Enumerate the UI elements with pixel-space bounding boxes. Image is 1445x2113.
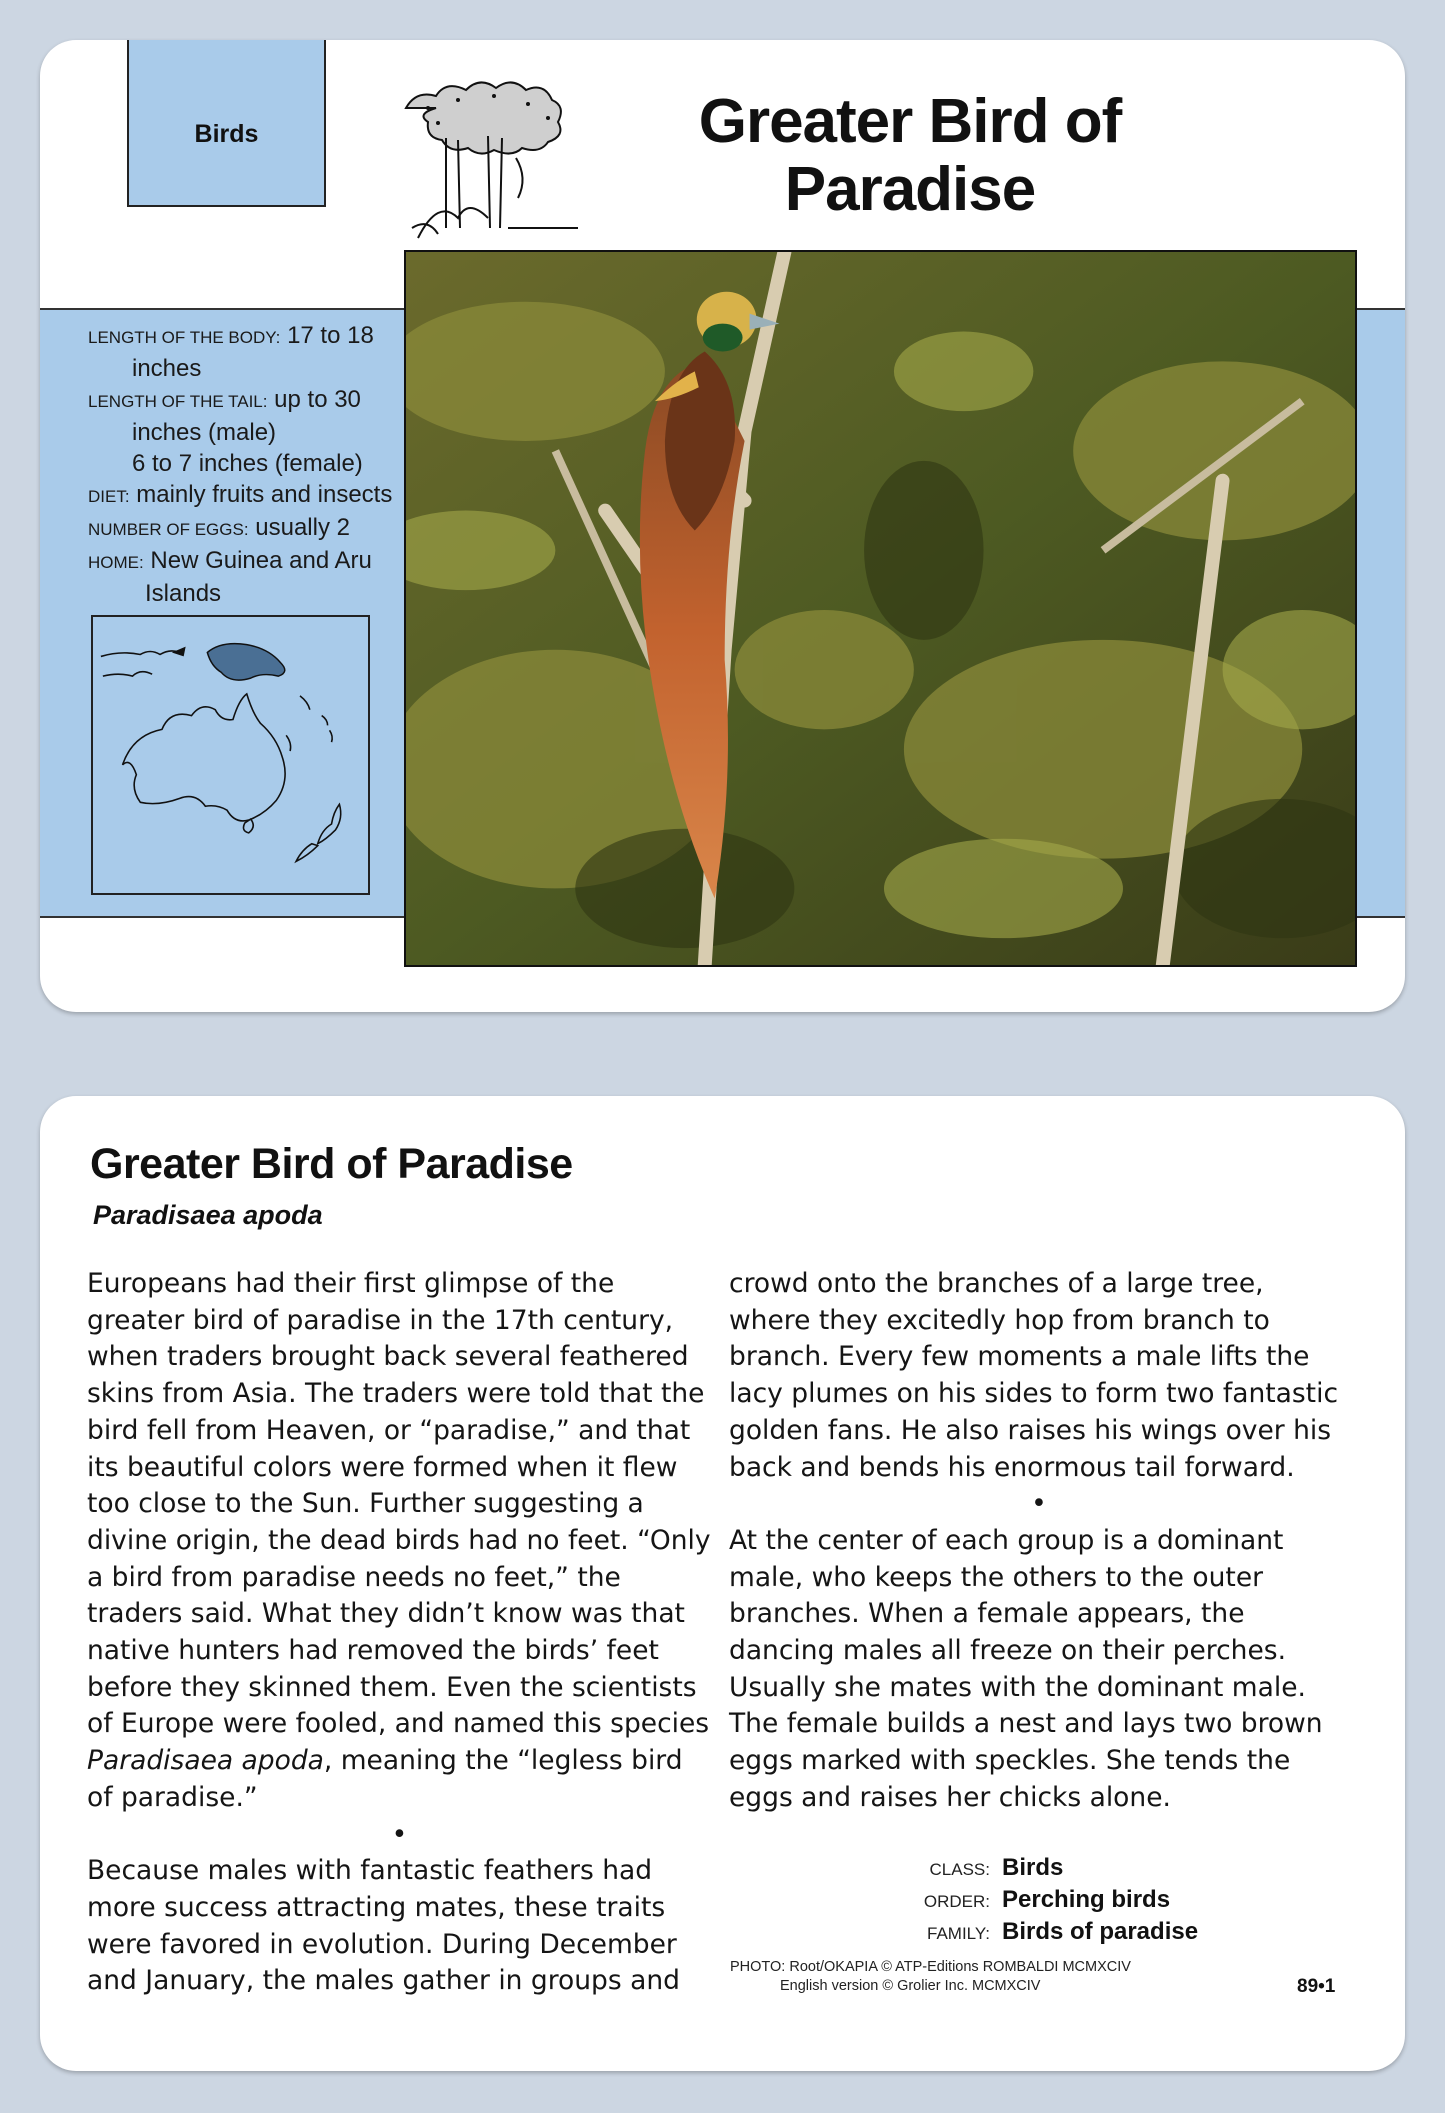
- category-label: Birds: [194, 120, 259, 148]
- fact-list: LENGTH OF THE BODY: 17 to 18 inches LENGTH OF THE TAIL: up to 30 inches (male) 6 to 7 inches (female) DIET: mainly fruits and insects NUMBER OF EGGS: usually 2 HOME: New Guinea and Aru Islands: [88, 320, 408, 609]
- order-value: Perching birds: [1002, 1886, 1171, 1913]
- paragraph: Europeans had their first glimpse of the greater bird of paradise in the 17th century, when traders brought back several feathered skins from Asia. The traders were told that the bird fell from Heaven, or “paradise,” and that its beautiful colors were formed when it flew too close to the Sun. Further suggesting a divine origin, the dead birds had no feet. “Only a bird from paradise needs no feet,” the traders said. What they didn’t know was that native hunters had removed the birds’ feet before they skinned them. Even the scientists of Europe were fooled, and named this species Paradisaea apoda, meaning the “legless bird of paradise.”: [87, 1268, 711, 1813]
- paragraph: Because males with fantastic feathers had more success attracting mates, these traits were favored in evolution. During December and January, the males gather in groups and: [87, 1855, 680, 1997]
- category-tab: [127, 40, 326, 207]
- forest-habitat-icon: [398, 78, 582, 246]
- range-map: [91, 615, 370, 895]
- family-value: Birds of paradise: [1002, 1918, 1199, 1945]
- scientific-name: Paradisaea apoda: [93, 1200, 323, 1230]
- range-highlight: [207, 644, 284, 680]
- card-number: 89•1: [1297, 1976, 1336, 1997]
- classification: CLASS: Birds ORDER: Perching birds FAMILY: Birds of paradise: [923, 1854, 1199, 1945]
- front-card: [40, 40, 1405, 1012]
- card-title: [610, 88, 1210, 224]
- text-column-right: [729, 1266, 1349, 1817]
- fact-home: HOME: New Guinea and Aru: [88, 547, 372, 574]
- fact-diet: DIET: mainly fruits and insects: [88, 481, 393, 508]
- fact-tail-length: LENGTH OF THE TAIL: up to 30: [88, 386, 361, 413]
- fact-body-length: LENGTH OF THE BODY: 17 to 18: [88, 322, 374, 349]
- separator-dot: •: [391, 1818, 408, 1850]
- back-card: [40, 1096, 1405, 2071]
- bird-photo: [404, 250, 1357, 967]
- separator-dot: •: [1031, 1488, 1047, 1520]
- class-value: Birds: [1002, 1854, 1064, 1881]
- title-line-2: Paradise: [784, 155, 1036, 224]
- photo-credit: PHOTO: Root/OKAPIA © ATP-Editions ROMBALDI MCMXCIV English version © Grolier Inc. MCMXCIV: [730, 1959, 1131, 1994]
- back-title: Greater Bird of Paradise: [90, 1140, 573, 1188]
- title-line-1: Greater Bird of: [698, 87, 1122, 156]
- paragraph: At the center of each group is a dominant male, who keeps the others to the outer branches. When a female appears, the dancing males all freeze on their perches. Usually she mates with the dominant male. The female builds a nest and lays two brown eggs marked with speckles. She tends the eggs and raises her chicks alone.: [729, 1524, 1323, 1813]
- text-column-left: [87, 1266, 712, 2000]
- fact-eggs: NUMBER OF EGGS: usually 2: [88, 514, 350, 541]
- paragraph: crowd onto the branches of a large tree, where they excitedly hop from branch to branch. Every few moments a male lifts the lacy plumes on his sides to form two fantastic golden fans. He also raises his wings over his back and bends his enormous tail forward.: [729, 1268, 1339, 1483]
